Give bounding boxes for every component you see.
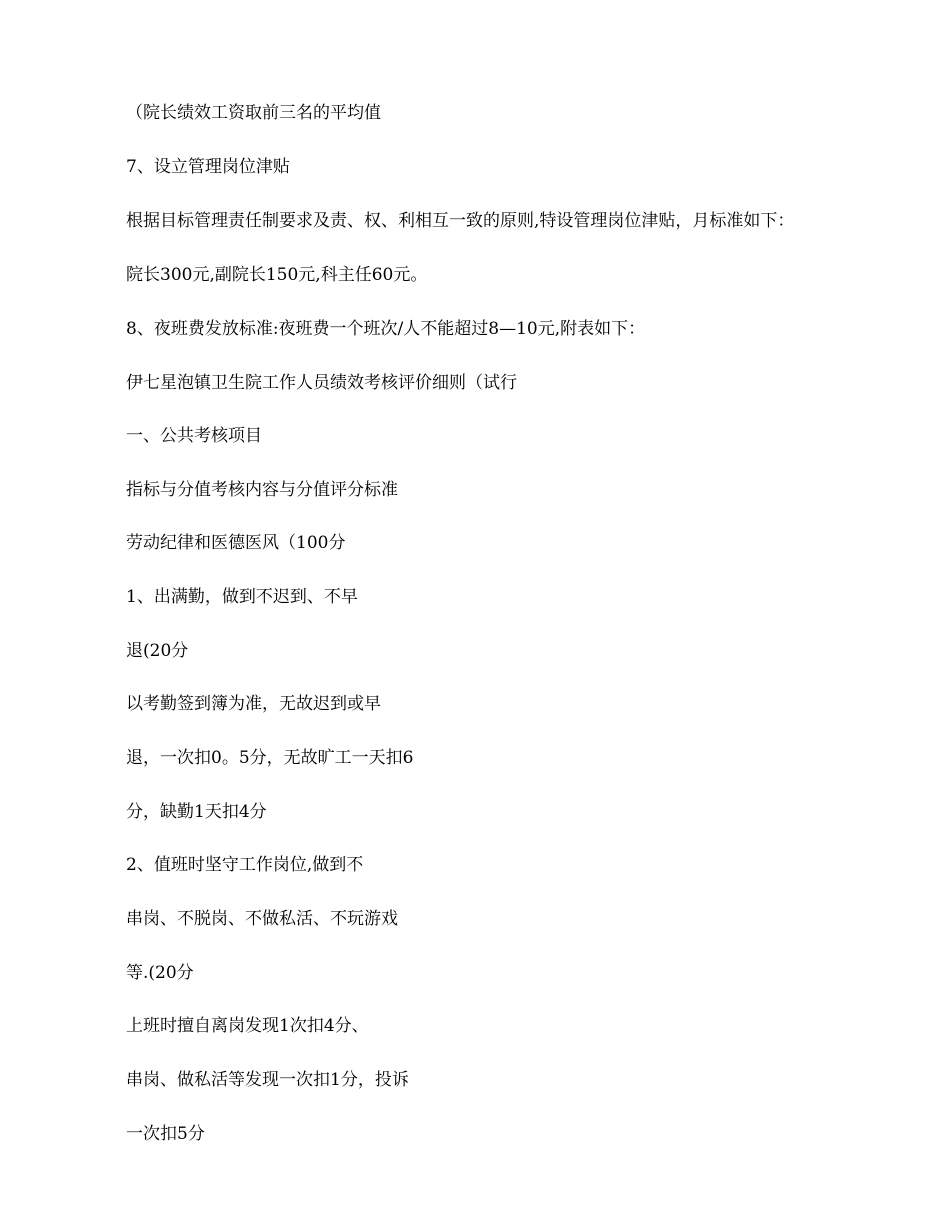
text-line: （院长绩效工资取前三名的平均值 <box>126 103 381 123</box>
text-line: 上班时擅自离岗发现1次扣4分、 <box>126 1016 369 1036</box>
text-line: 7、设立管理岗位津贴 <box>126 157 290 177</box>
text-line: 指标与分值考核内容与分值评分标准 <box>126 480 398 500</box>
text-line: 一次扣5分 <box>126 1124 205 1144</box>
text-line: 退，一次扣0。5分，无故旷工一天扣6 <box>126 748 414 768</box>
text-line: 等.(20分 <box>126 963 194 983</box>
text-line: 劳动纪律和医德医风（100分 <box>126 533 346 553</box>
text-line: 以考勤签到簿为准，无故迟到或早 <box>126 694 381 714</box>
text-line: 串岗、做私活等发现一次扣1分，投诉 <box>126 1070 409 1090</box>
text-line: 一、公共考核项目 <box>126 426 262 446</box>
text-line: 根据目标管理责任制要求及责、权、利相互一致的原则,特设管理岗位津贴，月标准如下： <box>126 211 795 231</box>
text-line: 1、出满勤，做到不迟到、不早 <box>126 587 358 607</box>
text-line: 院长300元,副院长150元,科主任60元。 <box>126 265 428 285</box>
text-line: 8、夜班费发放标准:夜班费一个班次/人不能超过8—10元,附表如下： <box>126 319 646 339</box>
text-line: 分，缺勤1天扣4分 <box>126 802 267 822</box>
text-line: 退(20分 <box>126 641 189 661</box>
text-line: 伊七星泡镇卫生院工作人员绩效考核评价细则（试行 <box>126 373 517 393</box>
text-line: 串岗、不脱岗、不做私活、不玩游戏 <box>126 909 398 929</box>
text-line: 2、值班时坚守工作岗位,做到不 <box>126 855 364 875</box>
